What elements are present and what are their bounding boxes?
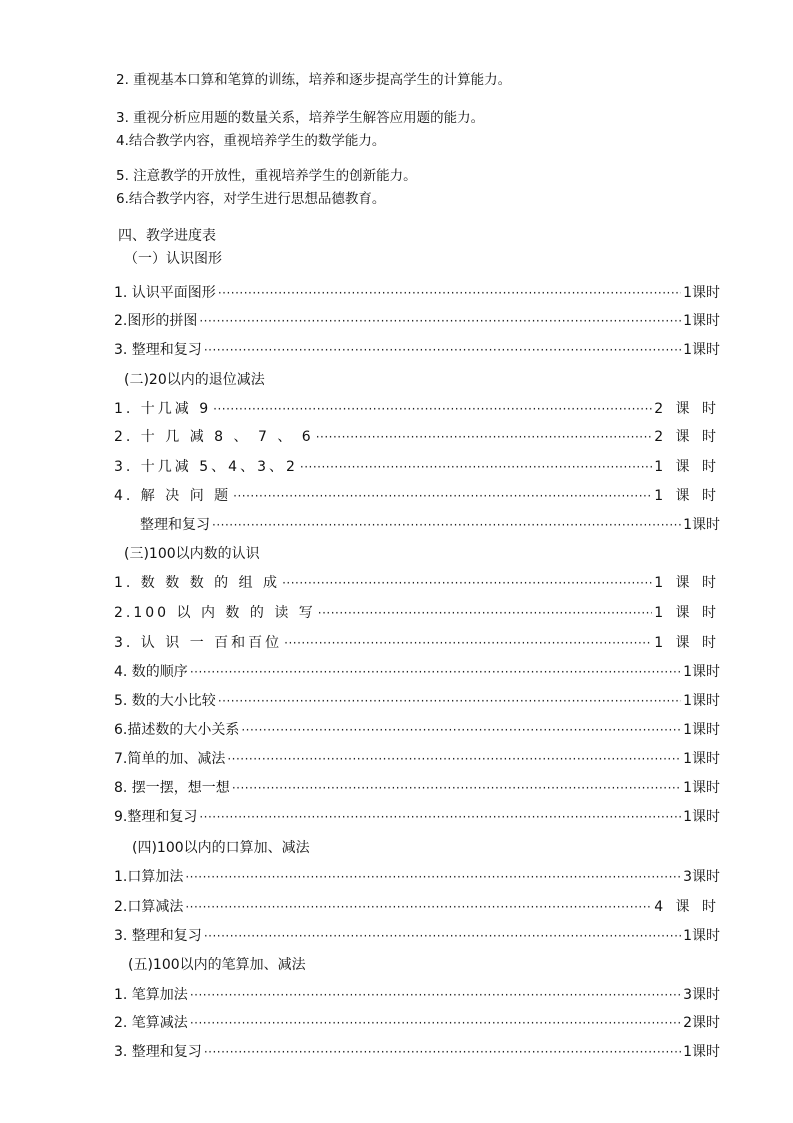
toc-row (140, 515, 720, 535)
lesson-title: 2. 十 几 减 8 、 7 、 6 (114, 429, 314, 445)
leader-dots (218, 691, 681, 711)
toc-row (114, 603, 720, 623)
lesson-title: 2.100 以 内 数 的 读 写 (114, 605, 316, 621)
lesson-hours: 1课时 (683, 1044, 720, 1060)
lesson-hours: 3课时 (683, 869, 720, 885)
toc-row (114, 778, 720, 798)
leader-dots (213, 399, 652, 419)
toc-row (114, 897, 720, 917)
leader-dots (204, 1042, 681, 1062)
lesson-hours: 1课时 (683, 809, 720, 825)
lesson-title: 1.口算加法 (114, 869, 184, 885)
lesson-title: 1. 笔算加法 (114, 987, 188, 1003)
unit-title: （一）认识图形 (124, 251, 222, 267)
toc-row (114, 1013, 720, 1033)
toc-row (114, 283, 720, 303)
intro-item-6: 6.结合教学内容，对学生进行思想品德教育。 (116, 191, 386, 207)
lesson-title: 3. 整理和复习 (114, 928, 202, 944)
leader-dots (318, 603, 652, 623)
toc-row (114, 985, 720, 1005)
lesson-hours: 2 课 时 (654, 401, 720, 417)
leader-dots (233, 486, 652, 506)
lesson-title: 3. 整理和复习 (114, 342, 202, 358)
lesson-title: 9.整理和复习 (114, 809, 198, 825)
lesson-hours: 1课时 (683, 664, 720, 680)
lesson-title: 5. 数的大小比较 (114, 693, 216, 709)
lesson-title: 7.简单的加、减法 (114, 751, 226, 767)
toc-row (114, 749, 720, 769)
lesson-hours: 1 课 时 (654, 459, 720, 475)
lesson-title: 1. 认识平面图形 (114, 285, 216, 301)
lesson-hours: 1 课 时 (654, 605, 720, 621)
leader-dots (284, 633, 652, 653)
lesson-hours: 1 课 时 (654, 575, 720, 591)
lesson-title: 整理和复习 (140, 517, 210, 533)
toc-row (114, 1042, 720, 1062)
leader-dots (199, 807, 681, 827)
lesson-hours: 1课时 (683, 722, 720, 738)
intro-item-5: 5. 注意教学的开放性，重视培养学生的创新能力。 (116, 168, 417, 184)
lesson-title: 3. 整理和复习 (114, 1044, 202, 1060)
leader-dots (227, 749, 681, 769)
unit-title: (四)100以内的口算加、减法 (132, 840, 310, 856)
leader-dots (212, 515, 681, 535)
lesson-title: 1. 数 数 数 的 组 成 (114, 575, 281, 591)
lesson-title: 1. 十几减 9 (114, 401, 212, 417)
lesson-hours: 1课时 (683, 313, 720, 329)
lesson-title: 4. 数的顺序 (114, 664, 188, 680)
lesson-hours: 4 课 时 (654, 899, 720, 915)
toc-row (114, 311, 720, 331)
toc-row (114, 926, 720, 946)
toc-row (114, 662, 720, 682)
toc-row (114, 807, 720, 827)
lesson-hours: 3课时 (683, 987, 720, 1003)
toc-row (114, 427, 720, 447)
lesson-title: 2.口算减法 (114, 899, 184, 915)
toc-row (114, 573, 720, 593)
intro-item-2: 2. 重视基本口算和笔算的训练，培养和逐步提高学生的计算能力。 (116, 72, 512, 88)
leader-dots (190, 985, 681, 1005)
lesson-hours: 1课时 (683, 780, 720, 796)
leader-dots (185, 897, 652, 917)
lesson-hours: 1 课 时 (654, 488, 720, 504)
leader-dots (232, 778, 681, 798)
leader-dots (204, 926, 681, 946)
lesson-title: 3. 认 识 一 百和百位 (114, 635, 283, 651)
lesson-title: 8. 摆一摆，想一想 (114, 780, 230, 796)
unit-title: (三)100以内数的认识 (124, 546, 260, 562)
lesson-hours: 2课时 (683, 1015, 720, 1031)
unit-title: (五)100以内的笔算加、减法 (128, 957, 306, 973)
leader-dots (218, 283, 681, 303)
lesson-title: 6.描述数的大小关系 (114, 722, 240, 738)
toc-row (114, 633, 720, 653)
lesson-hours: 1 课 时 (654, 635, 720, 651)
intro-item-4: 4.结合教学内容，重视培养学生的数学能力。 (116, 133, 386, 149)
lesson-hours: 1课时 (683, 928, 720, 944)
leader-dots (316, 427, 653, 447)
toc-row (114, 691, 720, 711)
leader-dots (190, 662, 681, 682)
toc-row (114, 867, 720, 887)
lesson-hours: 1课时 (683, 342, 720, 358)
lesson-title: 2.图形的拼图 (114, 313, 198, 329)
toc-row (114, 486, 720, 506)
schedule-heading: 四、教学进度表 (118, 228, 216, 244)
lesson-title: 4. 解 决 问 题 (114, 488, 232, 504)
lesson-hours: 2 课 时 (654, 429, 720, 445)
lesson-hours: 1课时 (683, 693, 720, 709)
leader-dots (199, 311, 681, 331)
lesson-hours: 1课时 (683, 517, 720, 533)
toc-row (114, 457, 720, 477)
intro-item-3: 3. 重视分析应用题的数量关系，培养学生解答应用题的能力。 (116, 110, 485, 126)
toc-row (114, 720, 720, 740)
unit-title: (二)20以内的退位减法 (124, 372, 265, 388)
leader-dots (282, 573, 652, 593)
leader-dots (185, 867, 681, 887)
lesson-title: 3. 十几减 5、4、3、2 (114, 459, 298, 475)
leader-dots (190, 1013, 681, 1033)
lesson-hours: 1课时 (683, 285, 720, 301)
lesson-title: 2. 笔算减法 (114, 1015, 188, 1031)
toc-row (114, 340, 720, 360)
leader-dots (241, 720, 681, 740)
lesson-hours: 1课时 (683, 751, 720, 767)
toc-row (114, 399, 720, 419)
leader-dots (204, 340, 681, 360)
leader-dots (300, 457, 652, 477)
